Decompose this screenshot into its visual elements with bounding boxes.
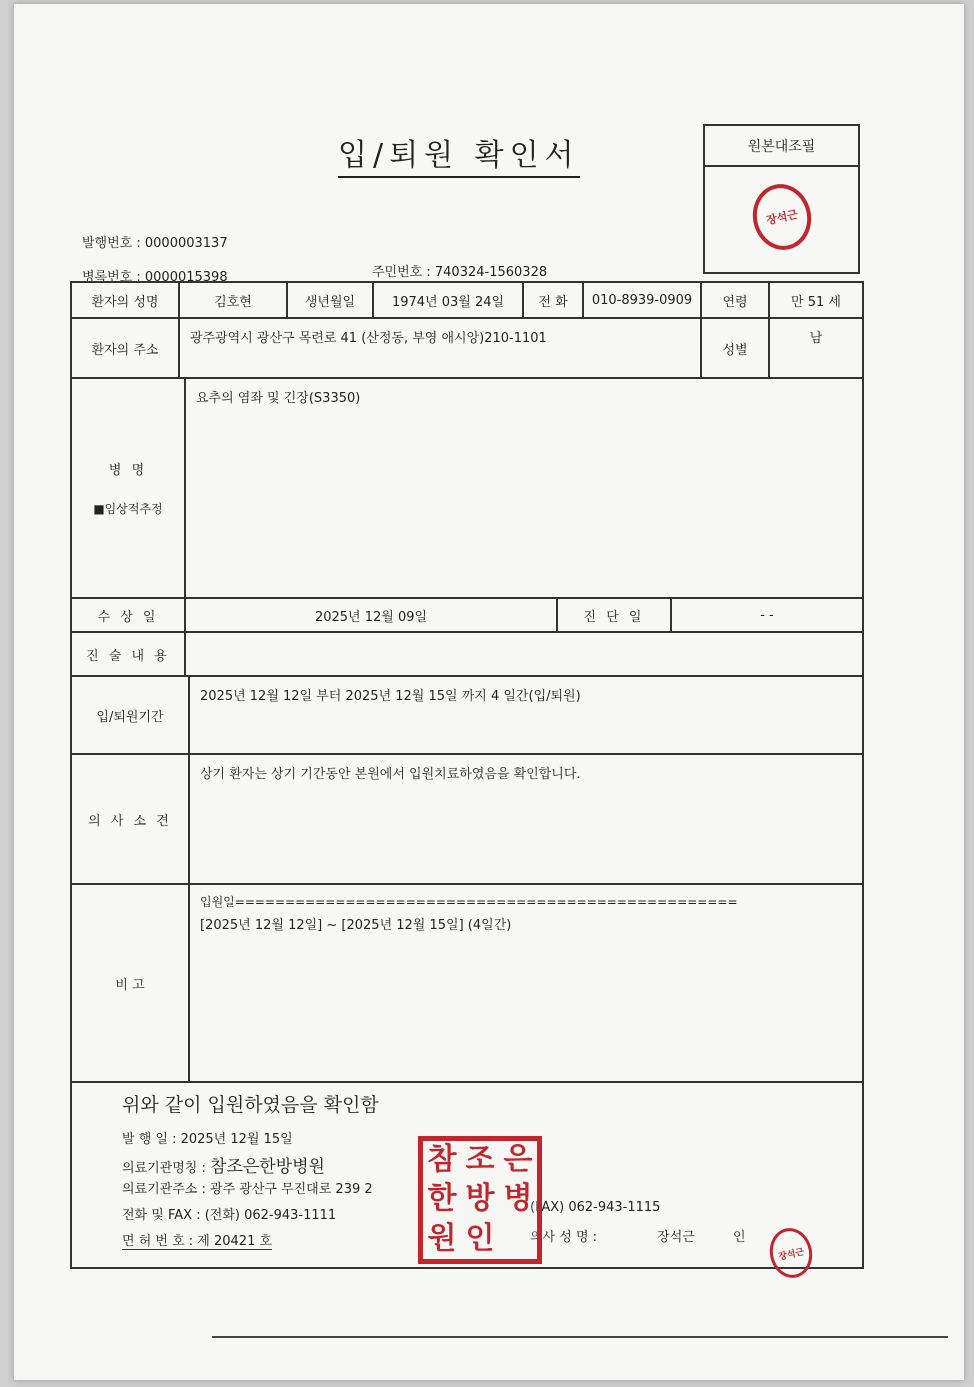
hospital-seal-char: 병	[503, 1181, 533, 1217]
issue-number	[82, 232, 228, 251]
statement-label: 진 술 내 용	[72, 633, 186, 675]
license-number-label: 면 허 번 호 :	[122, 1234, 194, 1249]
row-doctor-opinion	[70, 753, 864, 885]
fax-value: (FAX) 062-943-1115	[530, 1200, 661, 1215]
phone-fax-label: 전화 및 FAX :	[122, 1208, 201, 1223]
institution-name	[122, 1152, 325, 1177]
hospital-seal-char: 한	[427, 1181, 457, 1217]
verified-seal	[747, 179, 817, 256]
row-injury-date	[70, 597, 864, 633]
phone-value: 010-8939-0909	[584, 283, 702, 317]
verified-seal-text: 장석근	[765, 207, 800, 228]
resident-number-label: 주민번호 :	[372, 265, 431, 280]
doctor-name	[530, 1226, 746, 1245]
age-value: 만 51 세	[791, 294, 841, 310]
phone-value-footer: (전화) 062-943-1111	[204, 1208, 337, 1223]
hospital-seal-char: 조	[465, 1142, 495, 1177]
diagnosis-date-value: - -	[760, 607, 774, 623]
row-diagnosis	[70, 377, 864, 599]
row-statement	[70, 631, 864, 677]
doctor-opinion-value: 상기 환자는 상기 기간동안 본원에서 입원치료하였음을 확인합니다.	[200, 767, 581, 782]
injury-date-label: 수 상 일	[72, 599, 186, 631]
name-label: 환자의 성명	[72, 283, 180, 317]
remarks-line-2: [2025년 12월 12일] ~ [2025년 12월 15일] (4일간)	[200, 918, 512, 933]
remarks-line-1: 입원일==================================================	[200, 895, 738, 909]
admission-period-label: 입/퇴원기간	[72, 677, 190, 753]
hospital-seal	[418, 1136, 542, 1264]
remarks-label: 비 고	[72, 885, 190, 1081]
row-address	[70, 317, 864, 379]
row-remarks	[70, 883, 864, 1083]
doctor-name-value: 장석근	[657, 1230, 695, 1245]
age-label: 연령	[702, 283, 770, 317]
row-admission-period	[70, 675, 864, 755]
remarks-value	[190, 885, 862, 1081]
dob-value: 1974년 03월 24일	[374, 283, 524, 317]
paper-edge-line	[212, 1336, 948, 1338]
issue-number-label: 발행번호 :	[82, 236, 141, 251]
hospital-seal-char	[499, 1220, 537, 1259]
confirmation-statement: 위와 같이 입원하였음을 확인함	[122, 1094, 379, 1116]
injury-date-value: 2025년 12월 09일	[186, 599, 558, 631]
hospital-seal-char: 인	[465, 1220, 495, 1256]
diagnosis-date-label: 진 단 일	[558, 599, 672, 631]
issue-date-value: 2025년 12월 15일	[180, 1132, 293, 1147]
hospital-seal-char: 방	[465, 1181, 495, 1217]
sex-label: 성별	[702, 319, 770, 377]
institution-address	[122, 1178, 373, 1197]
institution-address-value: 광주 광산구 무진대로 239 2	[210, 1182, 373, 1197]
document-title: 입/퇴원 확인서	[338, 130, 580, 178]
address-label: 환자의 주소	[72, 319, 180, 377]
diagnosis-label-cell	[72, 379, 186, 597]
sex-value: 남	[809, 331, 823, 346]
name-value: 김호현	[180, 283, 288, 317]
institution-name-value: 참조은한방병원	[210, 1157, 325, 1177]
doctor-name-label: 의사 성 명 :	[530, 1230, 598, 1245]
chart-number-value: 0000015398	[144, 270, 228, 285]
diagnosis-label: 병 명	[108, 463, 148, 478]
license-number-value: 제 20421 호	[197, 1234, 273, 1249]
chart-number-label: 병록번호 :	[82, 270, 141, 285]
hospital-seal-char: 원	[427, 1220, 457, 1256]
admission-period-value: 2025년 12월 12일 부터 2025년 12월 15일 까지 4 일간(입/퇴원)	[200, 689, 581, 704]
issue-number-value: 0000003137	[144, 236, 228, 251]
row-patient-basic	[70, 281, 864, 319]
resident-number	[372, 261, 547, 280]
original-verified-box	[703, 124, 860, 274]
phone-fax	[122, 1204, 336, 1223]
hospital-seal-char: 은	[503, 1142, 533, 1177]
original-verified-label: 원본대조필	[705, 126, 858, 167]
issue-date-label: 발 행 일 :	[122, 1132, 177, 1147]
institution-name-label: 의료기관명칭 :	[122, 1161, 206, 1176]
address-value: 광주광역시 광산구 목련로 41 (산정동, 부영 애시앙)210-1101	[180, 319, 702, 377]
diagnosis-value: 요추의 염좌 및 긴장(S3350)	[196, 391, 361, 406]
hospital-seal-char: 참	[427, 1142, 457, 1177]
phone-label: 전 화	[524, 283, 584, 317]
license-number	[122, 1230, 272, 1250]
doctor-seal-text: 장석근	[777, 1246, 806, 1263]
institution-address-label: 의료기관주소 :	[122, 1182, 206, 1197]
doctor-seal-mark: 인	[732, 1230, 746, 1245]
doctor-opinion-label: 의 사 소 견	[72, 755, 190, 883]
dob-label: 생년월일	[288, 283, 374, 317]
resident-number-value: 740324-1560328	[434, 265, 548, 280]
clinical-estimate-label: ■임상적추정	[93, 502, 163, 516]
issue-date	[122, 1128, 293, 1147]
statement-value	[186, 633, 862, 675]
